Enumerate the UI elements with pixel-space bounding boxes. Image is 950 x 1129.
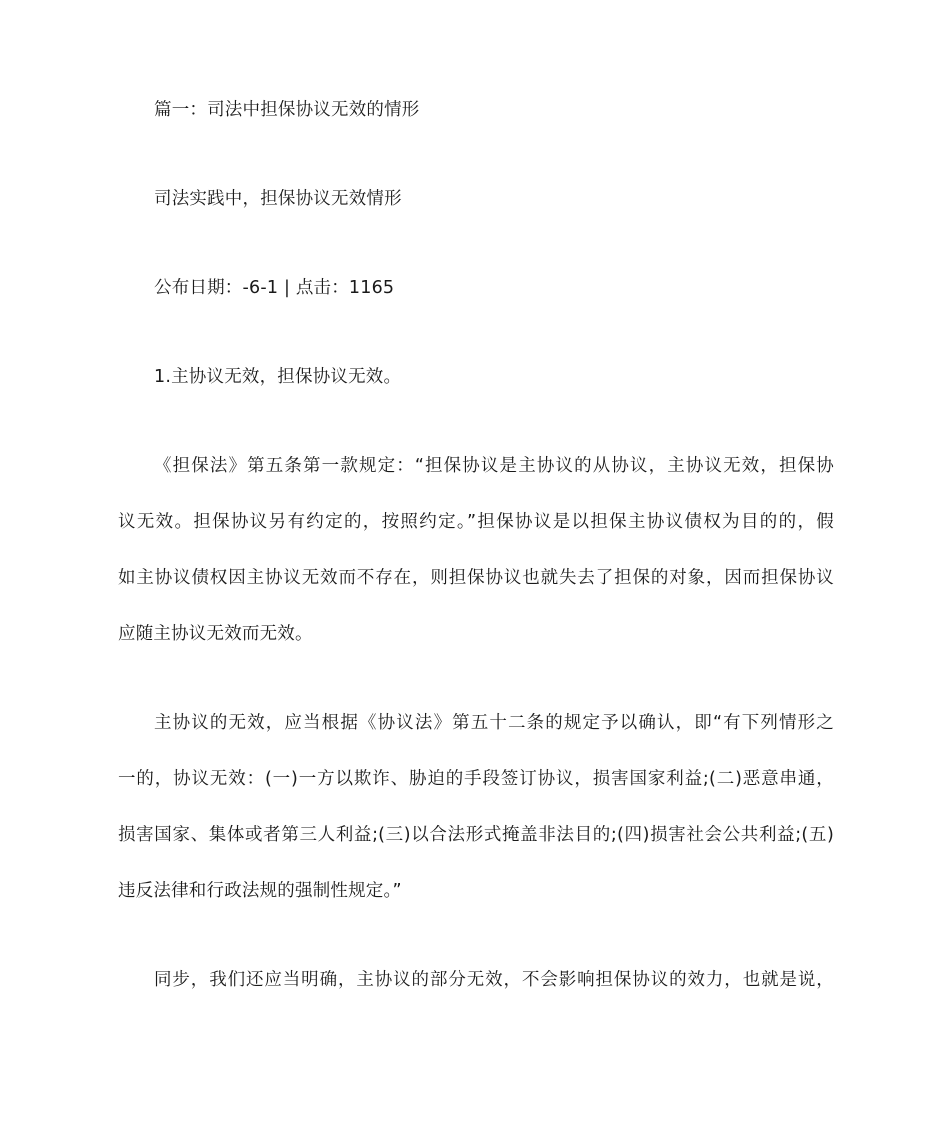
paragraph-1-line: 《担保法》第五条第一款规定：“担保协议是主协议的从协议，主协议无效，担保协 [154, 456, 834, 476]
paragraph-2-line: 主协议的无效，应当根据《协议法》第五十二条的规定予以确认，即“有下列情形之 [154, 713, 834, 733]
paragraph-2-line: 损害国家、集体或者第三人利益;(三)以合法形式掩盖非法目的;(四)损害社会公共利益;(五) [118, 825, 834, 845]
section-1-title: 1.主协议无效，担保协议无效。 [154, 367, 402, 387]
publish-meta: 公布日期：-6-1 | 点击：1165 [154, 278, 395, 298]
paragraph-2-line: 违反法律和行政法规的强制性规定。” [118, 881, 402, 901]
paragraph-3-line: 同步，我们还应当明确，主协议的部分无效，不会影响担保协议的效力，也就是说， [154, 970, 834, 990]
paragraph-1-line: 议无效。担保协议另有约定的，按照约定。”担保协议是以担保主协议债权为目的的，假 [118, 512, 834, 532]
paragraph-1-line: 如主协议债权因主协议无效而不存在，则担保协议也就失去了担保的对象，因而担保协议 [118, 568, 834, 588]
document-heading: 篇一：司法中担保协议无效的情形 [154, 100, 420, 120]
paragraph-1-line: 应随主协议无效而无效。 [118, 624, 313, 644]
paragraph-2-line: 一的，协议无效：(一)一方以欺诈、胁迫的手段签订协议，损害国家利益;(二)恶意串通， [118, 769, 834, 789]
document-subheading: 司法实践中，担保协议无效情形 [154, 189, 402, 209]
